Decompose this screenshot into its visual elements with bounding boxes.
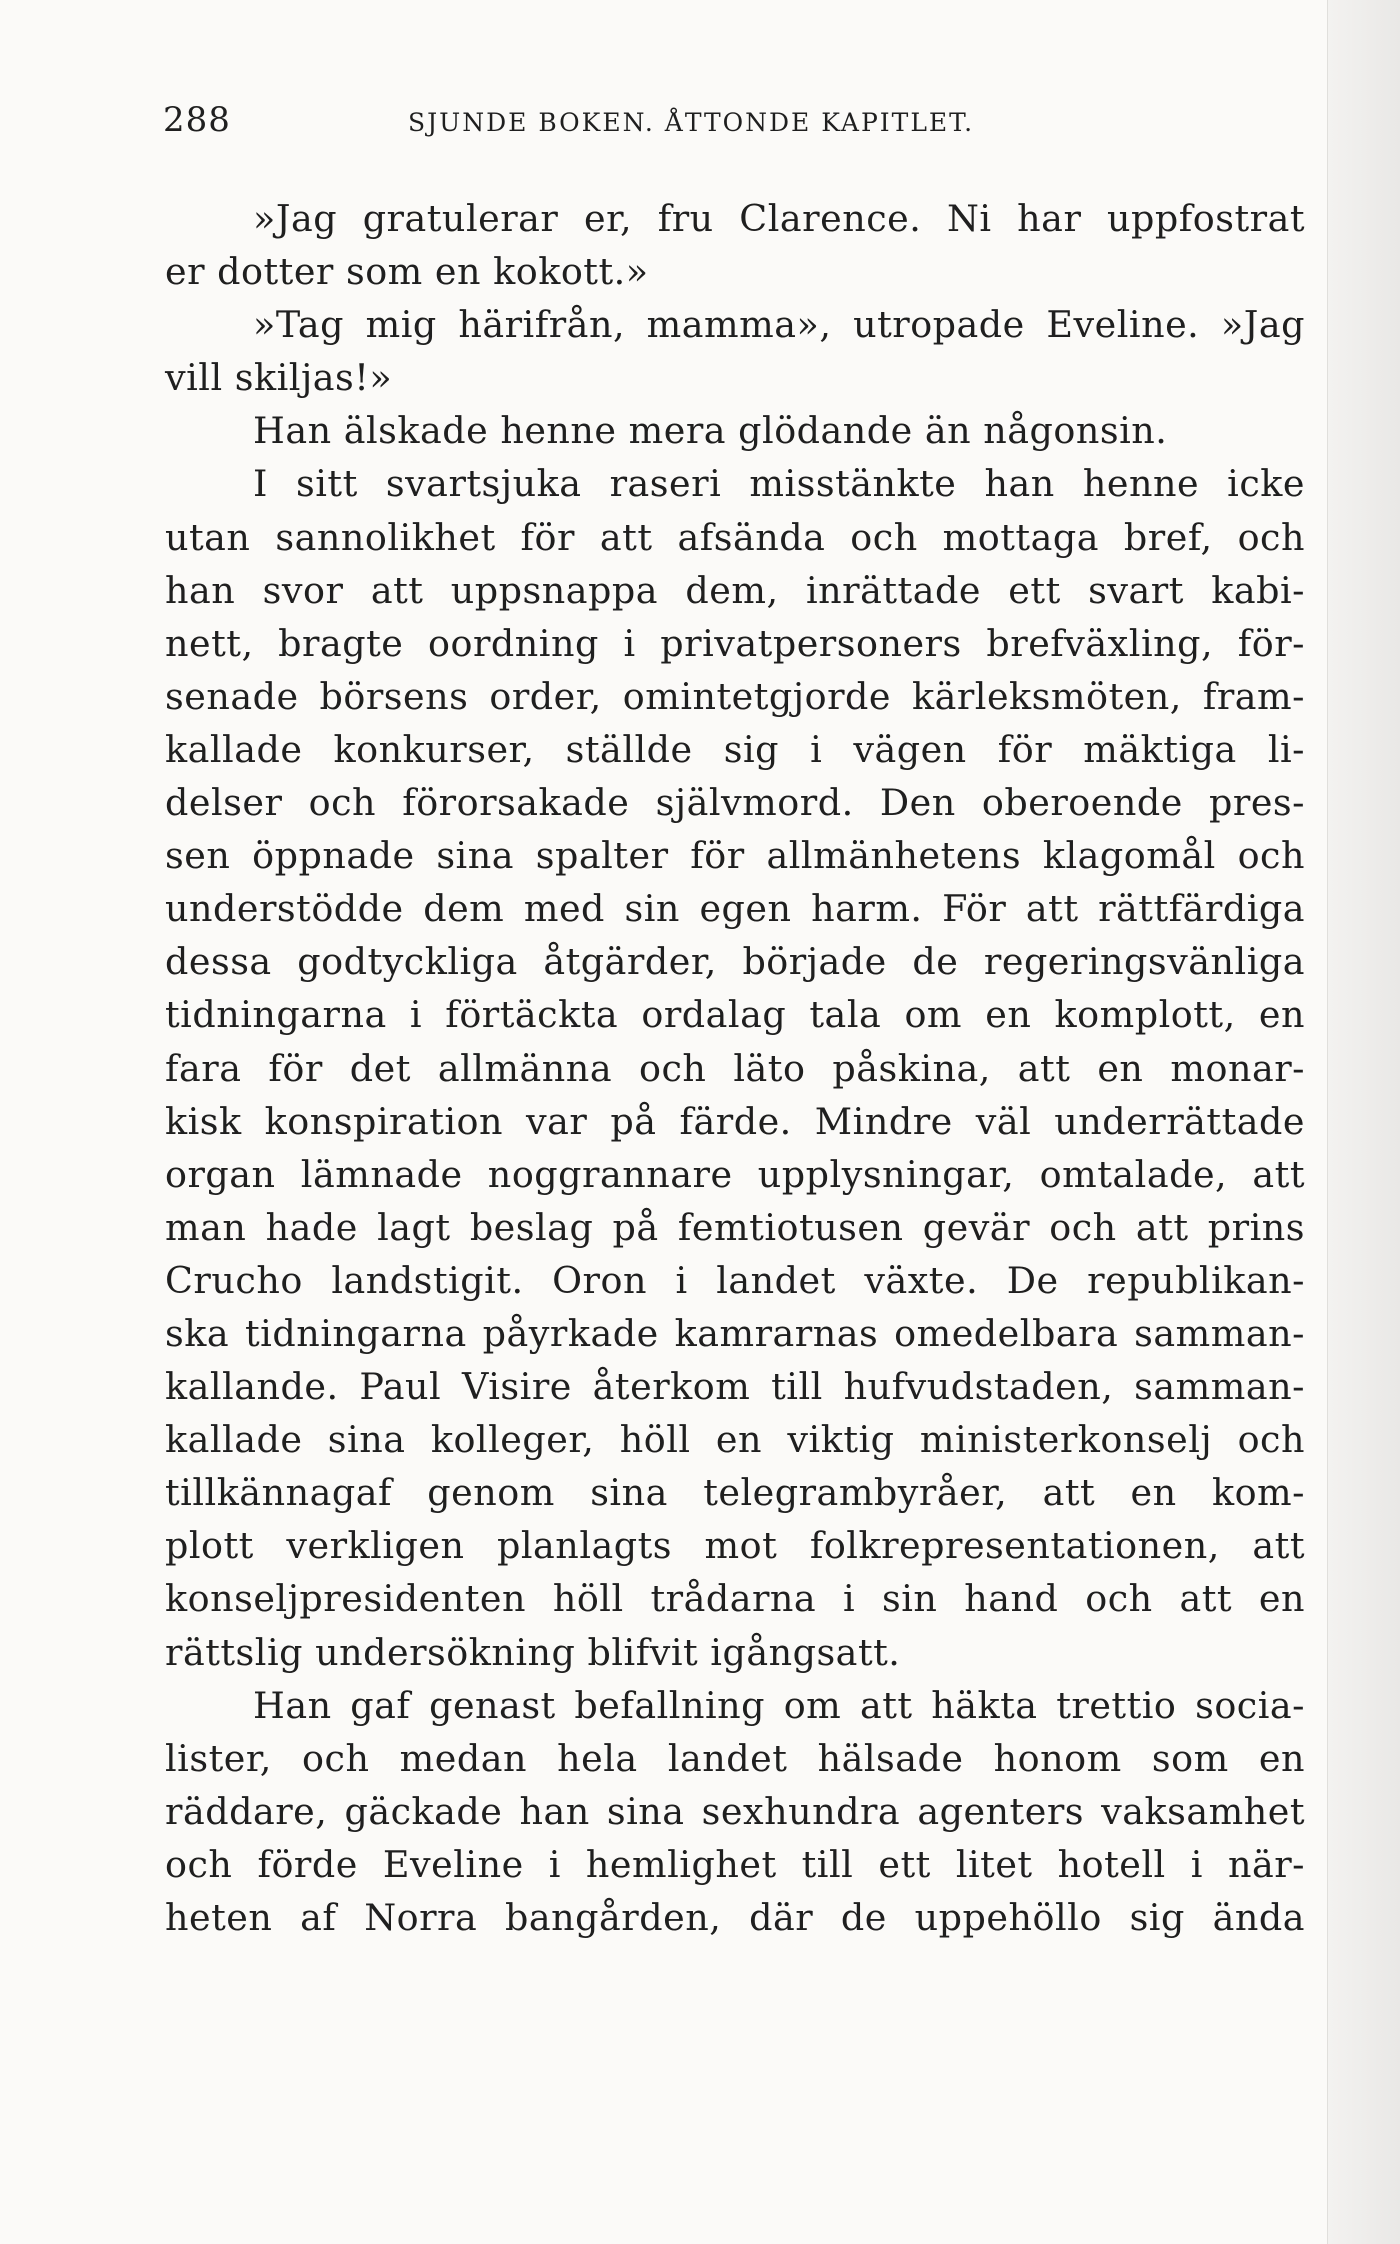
- text-line: kallade sina kolleger, höll en viktig ministerkonselj och: [165, 1418, 1305, 1462]
- text-line: Han älskade henne mera glödande än någonsin.: [253, 409, 1168, 453]
- running-head: SJUNDE BOKEN. ÅTTONDE KAPITLET.: [408, 108, 975, 137]
- text-line: understödde dem med sin egen harm. För att rättfärdiga: [165, 887, 1305, 931]
- page-header: [163, 100, 1323, 150]
- text-line: nett, bragte oordning i privatpersoners brefväxling, för-: [165, 621, 1305, 665]
- text-line: utan sannolikhet för att afsända och mottaga bref, och: [165, 515, 1305, 559]
- text-line: kisk konspiration var på färde. Mindre väl underrättade: [165, 1099, 1305, 1143]
- text-line: er dotter som en kokott.»: [165, 250, 649, 294]
- text-line: lister, och medan hela landet hälsade honom som en: [165, 1736, 1305, 1780]
- text-line: kallade konkurser, ställde sig i vägen för mäktiga li-: [165, 727, 1305, 771]
- text-line: konseljpresidenten höll trådarna i sin hand och att en: [165, 1577, 1305, 1621]
- text-line: Crucho landstigit. Oron i landet växte. De republikan-: [165, 1258, 1305, 1302]
- text-line: senade börsens order, omintetgjorde kärleksmöten, fram-: [165, 674, 1305, 718]
- text-line: delser och förorsakade självmord. Den oberoende pres-: [165, 781, 1305, 825]
- text-line: räddare, gäckade han sina sexhundra agenters vaksamhet: [165, 1789, 1305, 1833]
- text-line: han svor att uppsnappa dem, inrättade ett svart kabi-: [165, 568, 1305, 612]
- body-text: [165, 192, 1305, 1944]
- text-line: och förde Eveline i hemlighet till ett litet hotell i när-: [165, 1842, 1305, 1886]
- page-number: 288: [163, 100, 231, 140]
- text-line: rättslig undersökning blifvit igångsatt.: [165, 1630, 901, 1674]
- text-line: Han gaf genast befallning om att häkta trettio socia-: [253, 1683, 1305, 1727]
- text-line: I sitt svartsjuka raseri misstänkte han henne icke: [253, 462, 1305, 506]
- text-line: plott verkligen planlagts mot folkrepresentationen, att: [165, 1524, 1305, 1568]
- text-line: sen öppnade sina spalter för allmänhetens klagomål och: [165, 834, 1305, 878]
- text-line: heten af Norra bangården, där de uppehöllo sig ända: [165, 1896, 1305, 1939]
- text-line: man hade lagt beslag på femtiotusen gevär och att prins: [165, 1205, 1305, 1249]
- text-line: dessa godtyckliga åtgärder, började de regeringsvänliga: [165, 940, 1305, 984]
- text-line: vill skiljas!»: [165, 356, 393, 400]
- text-line: fara för det allmänna och läto påskina, att en monar-: [165, 1046, 1305, 1090]
- text-line: tidningarna i förtäckta ordalag tala om en komplott, en: [165, 993, 1305, 1037]
- text-line: ska tidningarna påyrkade kamrarnas omedelbara samman-: [165, 1311, 1305, 1355]
- text-line: tillkännagaf genom sina telegrambyråer, att en kom-: [165, 1471, 1305, 1515]
- text-line: organ lämnade noggrannare upplysningar, omtalade, att: [165, 1152, 1305, 1196]
- text-line: »Jag gratulerar er, fru Clarence. Ni har uppfostrat: [253, 197, 1305, 240]
- text-line: kallande. Paul Visire återkom till hufvudstaden, samman-: [165, 1365, 1305, 1409]
- page-edge-shadow: [1327, 0, 1400, 2244]
- text-line: »Tag mig härifrån, mamma», utropade Eveline. »Jag: [253, 303, 1305, 347]
